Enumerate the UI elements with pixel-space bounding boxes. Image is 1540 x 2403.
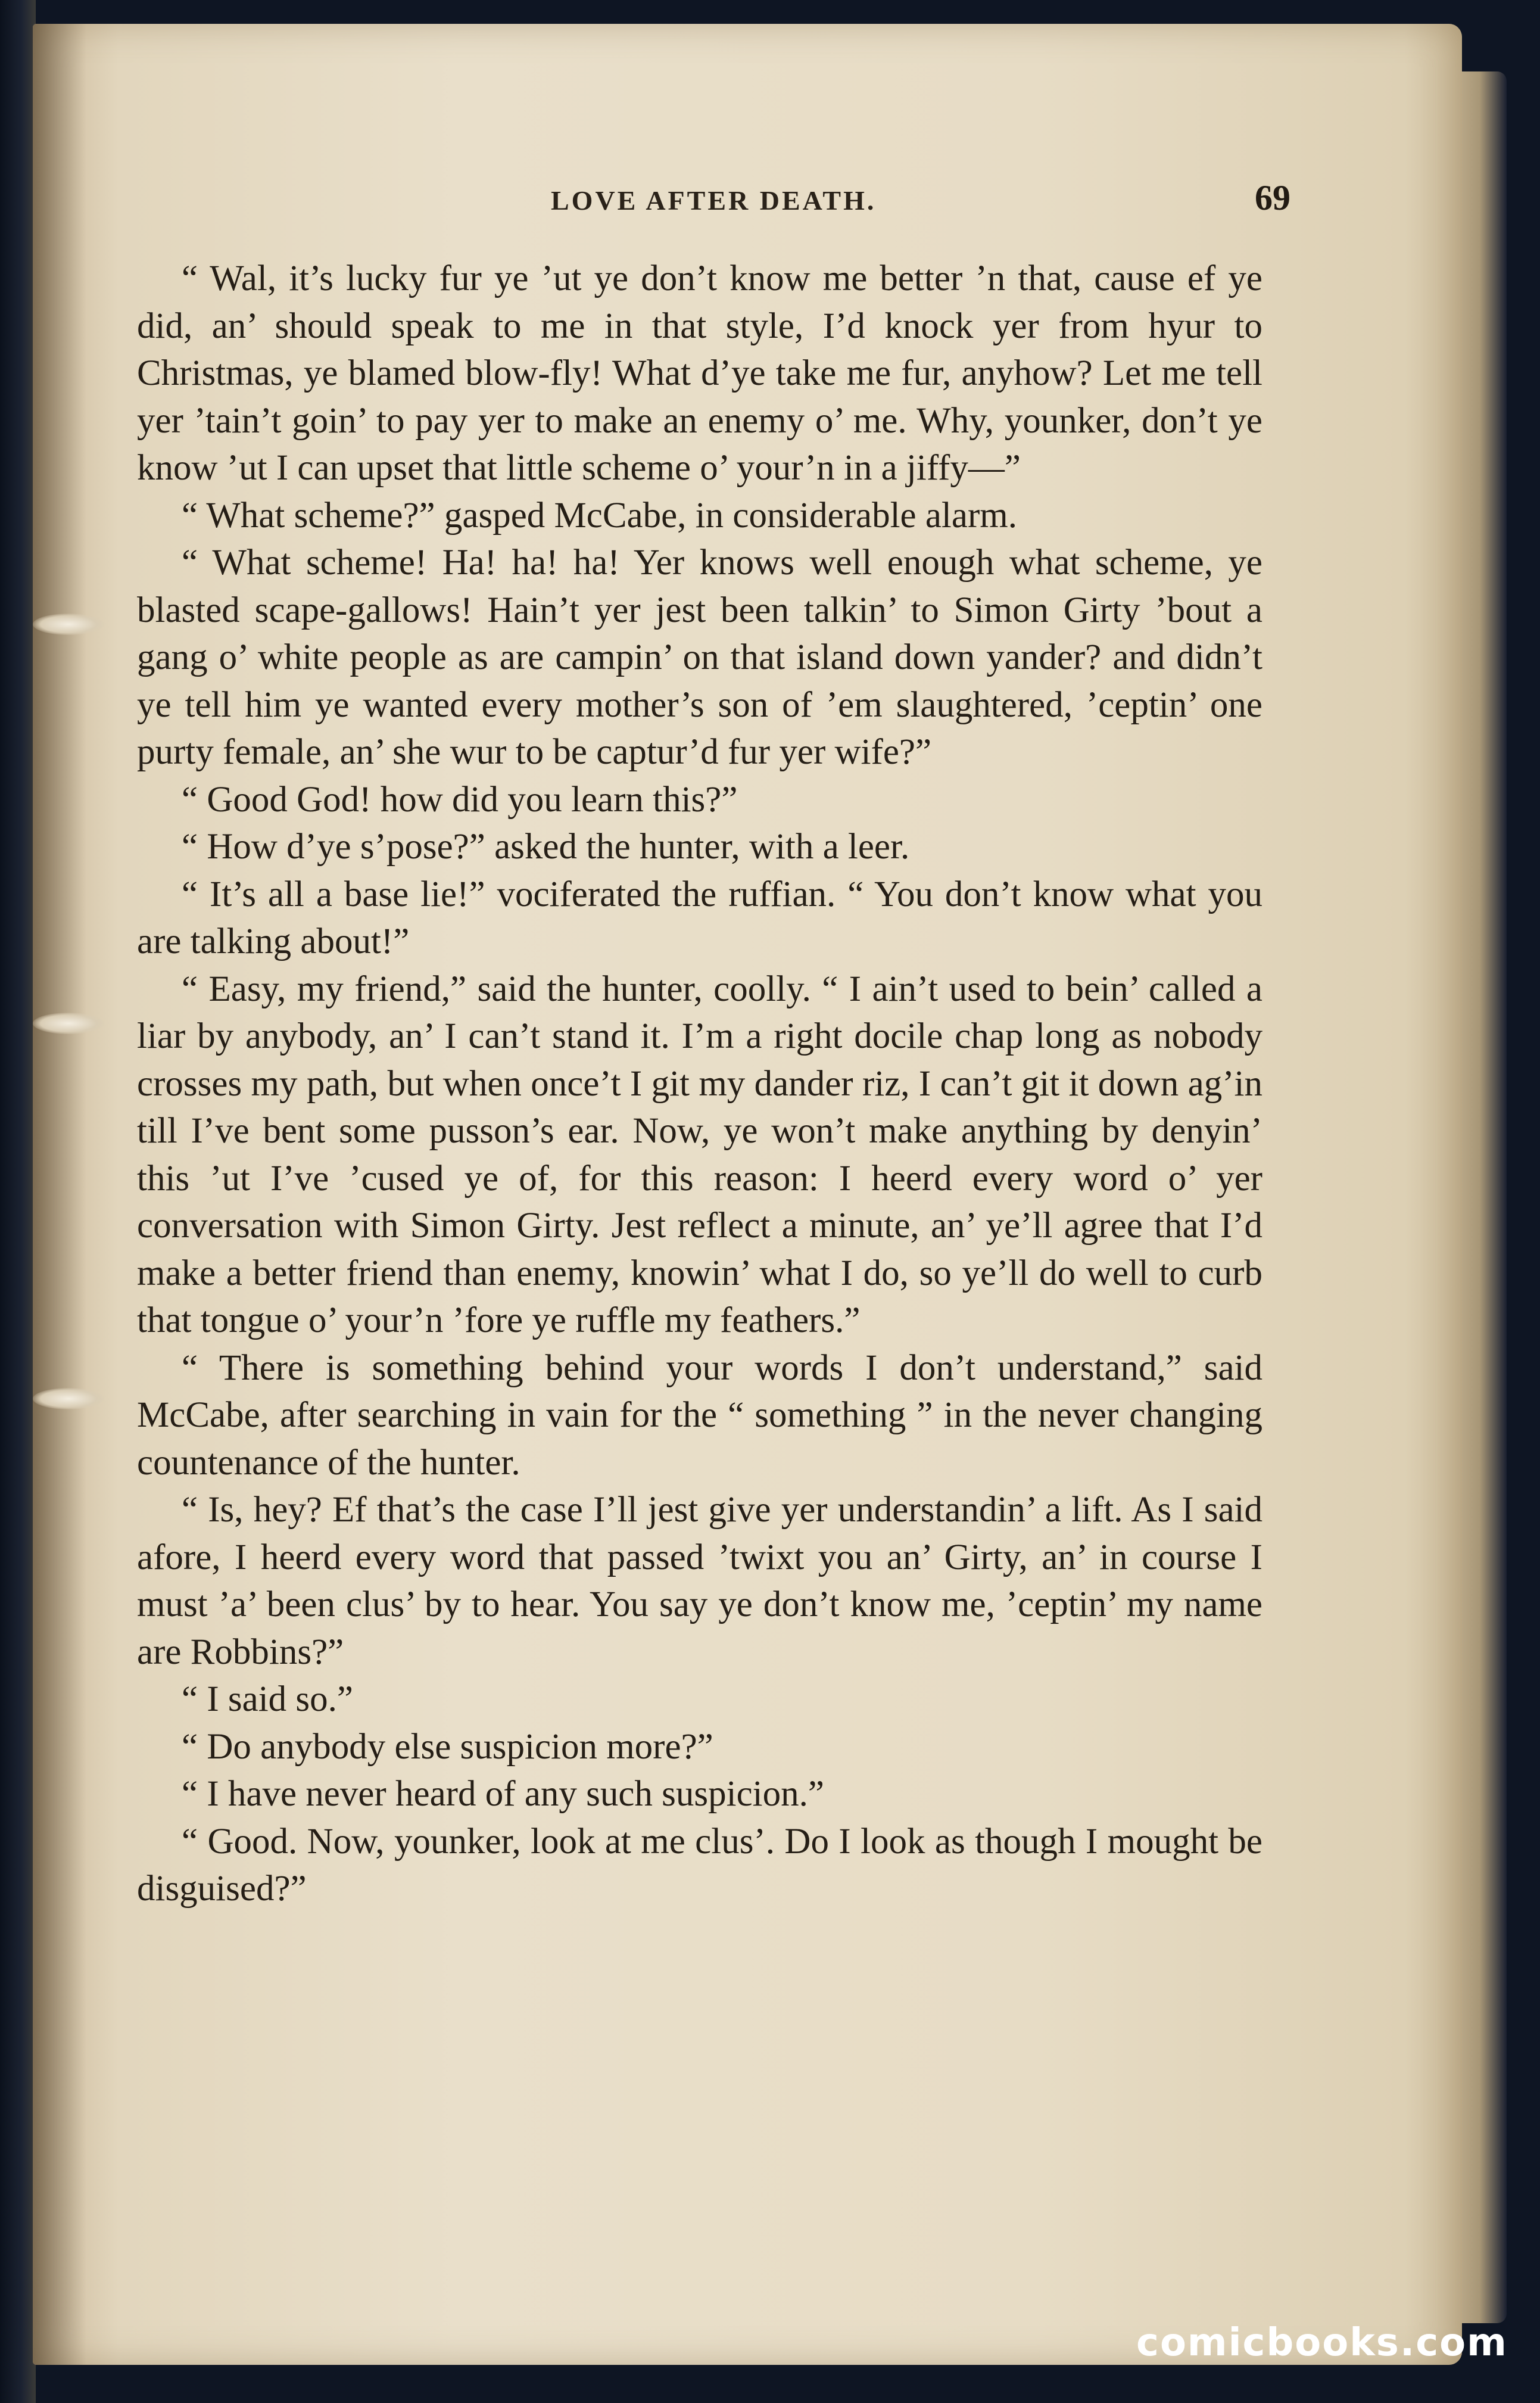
paragraph: “ Easy, my friend,” said the hunter, coolly. “ I ain’t used to bein’ called a liar by anybody, an’ I can’t stand it. I’m a right docile chap long as nobody crosses my path, but when once’t I git my dander riz, I can’t git it down ag’in till I’ve bent some pusson’s ear. Now, ye won’t make anything by denyin’ this ’ut I’ve ’cused ye of, for this reason: I heerd every word o’ yer conversation with Simon Girty. Jest reflect a minute, an’ ye’ll agree that I’d make a better friend than enemy, knowin’ what I do, so ye’ll do well to curb that tongue o’ your’n ’fore ye ruffle my feathers.” — [137, 969, 1262, 1340]
paragraph: “ What scheme! Ha! ha! ha! Yer knows well enough what scheme, ye blasted scape-gallows! Hain’t yer jest been talkin’ to Simon Girty ’bout a gang o’ white people as are campin’ on that island down yander? and didn’t ye tell him ye wanted every mother’s son of ’em slaughtered, ’ceptin’ one purty female, an’ she wur to be captur’d fur yer wife?” — [137, 543, 1262, 772]
watermark-text: comicbooks.com — [1136, 2321, 1508, 2365]
paragraph: “ I said so.” — [182, 1679, 353, 1719]
book-spine — [0, 0, 36, 2403]
gutter-shadow — [33, 24, 86, 2365]
paragraph: “ How d’ye s’pose?” asked the hunter, with a leer. — [182, 827, 910, 867]
paragraph: “ It’s all a base lie!” vociferated the ruffian. “ You don’t know what you are talking about!” — [137, 874, 1262, 961]
binding-thread — [33, 614, 104, 635]
paragraph: “ There is something behind your words I don’t understand,” said McCabe, after searching in vain for the “ something ” in the never changing countenance of the hunter. — [137, 1347, 1262, 1483]
body-text — [137, 255, 1262, 1913]
paragraph: “ Is, hey? Ef that’s the case I’ll jest give yer understandin’ a lift. As I said afore, I heerd every word that passed ’twixt you an’ Girty, an’ in course I must ’a’ been clus’ by to hear. You say ye don’t know me, ’ceptin’ my name are Robbins?” — [137, 1490, 1262, 1672]
binding-thread — [33, 1013, 104, 1034]
paragraph: “ Good God! how did you learn this?” — [182, 779, 738, 820]
paragraph: “ I have never heard of any such suspicion.” — [182, 1774, 824, 1814]
paragraph: “ Wal, it’s lucky fur ye ’ut ye don’t know me better ’n that, cause ef ye did, an’ should speak to me in that style, I’d knock yer from hyur to Christmas, ye blamed blow-fly! What d’ye take me fur, anyhow? Let me tell yer ’tain’t goin’ to pay yer to make an enemy o’ me. Why, younker, don’t ye know ’ut I can upset that little scheme o’ your’n in a jiffy—” — [137, 259, 1262, 488]
binding-thread — [33, 1388, 104, 1409]
paragraph: “ Do anybody else suspicion more?” — [182, 1726, 713, 1767]
page-number: 69 — [1255, 178, 1290, 217]
running-head: LOVE AFTER DEATH. — [551, 185, 877, 216]
paragraph: “ What scheme?” gasped McCabe, in considerable alarm. — [182, 495, 1017, 536]
paragraph: “ Good. Now, younker, look at me clus’. Do I look as though I mought be disguised?” — [137, 1821, 1262, 1909]
